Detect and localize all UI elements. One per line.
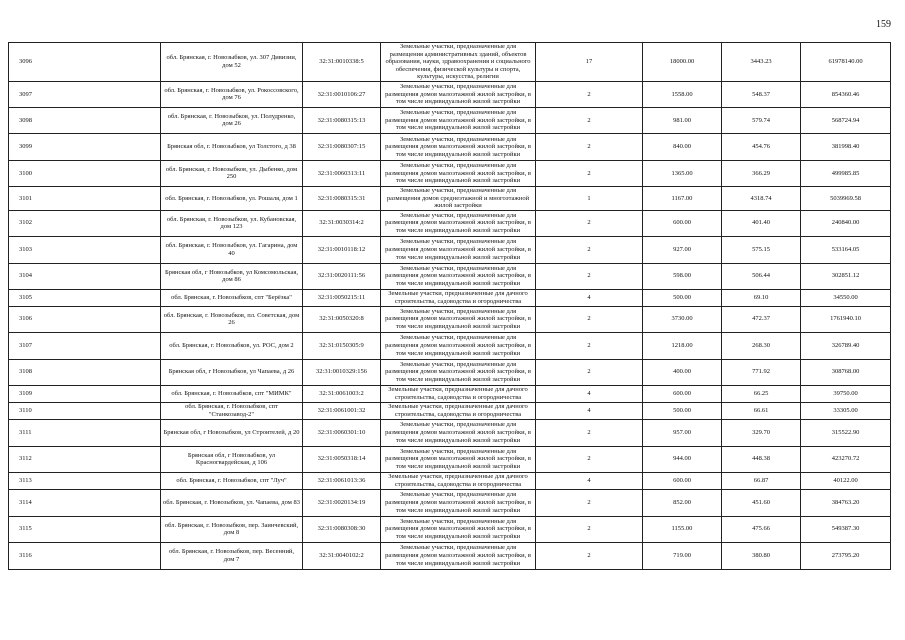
address-cell: обл. Брянская, г. Новозыбков, спт "Станкозавод-2" (161, 402, 303, 419)
group-cell: 2 (536, 107, 643, 133)
cadastral-value-cell: 39750.00 (801, 385, 891, 402)
land-use-cell: Земельные участки, предназначенные для размещения домов малоэтажной жилой застройки, в том числе индивидуальной жилой застройки (381, 419, 536, 446)
row-number: 3099 (9, 133, 161, 160)
row-number: 3104 (9, 263, 161, 289)
table-row (9, 263, 891, 289)
table-row (9, 489, 891, 516)
group-cell: 2 (536, 359, 643, 385)
row-number: 3109 (9, 385, 161, 402)
group-cell: 1 (536, 186, 643, 210)
land-use-cell: Земельные участки, предназначенные для размещения домов малоэтажной жилой застройки, в том числе индивидуальной жилой застройки (381, 516, 536, 542)
group-cell: 2 (536, 446, 643, 472)
address-cell: обл. Брянская, г. Новозыбков, ул. Кубановская, дом 123 (161, 210, 303, 236)
land-use-cell: Земельные участки, предназначенные для размещения домов малоэтажной жилой застройки, в том числе индивидуальной жилой застройки (381, 359, 536, 385)
row-number: 3098 (9, 107, 161, 133)
row-number: 3112 (9, 446, 161, 472)
area-cell: 3730.00 (643, 306, 722, 332)
cadastral-value-cell: 273795.20 (801, 542, 891, 569)
area-cell: 500.00 (643, 402, 722, 419)
cadastral-number-cell: 32:31:0080307:15 (303, 133, 381, 160)
cadastral-value-cell: 384763.20 (801, 489, 891, 516)
address-cell: Брянская обл, г. Новозыбков, ул Толстого, д 38 (161, 133, 303, 160)
cadastral-value-cell: 533164.05 (801, 236, 891, 263)
row-number: 3102 (9, 210, 161, 236)
unit-value-cell: 472.37 (722, 306, 801, 332)
group-cell: 4 (536, 385, 643, 402)
address-cell: обл. Брянская, г. Новозыбков, ул. Рокоссовского, дом 76 (161, 81, 303, 107)
unit-value-cell: 66.87 (722, 472, 801, 489)
address-cell: обл. Брянская, г. Новозыбков, спт "Луч" (161, 472, 303, 489)
table-row (9, 385, 891, 402)
table-row (9, 359, 891, 385)
land-use-cell: Земельные участки, предназначенные для размещения домов малоэтажной жилой застройки, в том числе индивидуальной жилой застройки (381, 542, 536, 569)
land-use-cell: Земельные участки, предназначенные для дачного строительства, садоводства и огородничества (381, 385, 536, 402)
unit-value-cell: 4318.74 (722, 186, 801, 210)
area-cell: 927.00 (643, 236, 722, 263)
row-number: 3108 (9, 359, 161, 385)
table-row (9, 236, 891, 263)
area-cell: 1167.00 (643, 186, 722, 210)
row-number: 3100 (9, 160, 161, 186)
cadastral-number-cell: 32:31:0080315:31 (303, 186, 381, 210)
area-cell: 840.00 (643, 133, 722, 160)
cadastral-number-cell: 32:31:0150305:9 (303, 332, 381, 359)
row-number: 3111 (9, 419, 161, 446)
land-use-cell: Земельные участки, предназначенные для размещения домов малоэтажной жилой застройки, в том числе индивидуальной жилой застройки (381, 446, 536, 472)
land-use-cell: Земельные участки, предназначенные для размещения домов малоэтажной жилой застройки, в том числе индивидуальной жилой застройки (381, 306, 536, 332)
cadastral-number-cell: 32:31:0061003:2 (303, 385, 381, 402)
unit-value-cell: 451.60 (722, 489, 801, 516)
row-number: 3105 (9, 289, 161, 306)
table-row (9, 332, 891, 359)
group-cell: 2 (536, 332, 643, 359)
table-row (9, 81, 891, 107)
cadastral-number-cell: 32:31:0061013:36 (303, 472, 381, 489)
group-cell: 2 (536, 306, 643, 332)
area-cell: 1218.00 (643, 332, 722, 359)
land-use-cell: Земельные участки, предназначенные для дачного строительства, садоводства и огородничества (381, 289, 536, 306)
group-cell: 2 (536, 419, 643, 446)
address-cell: обл. Брянская, г. Новозыбков, пер. Заинчевский, дом 8 (161, 516, 303, 542)
address-cell: обл. Брянская, г. Новозыбков, ул. РОС, дом 2 (161, 332, 303, 359)
land-use-cell: Земельные участки, предназначенные для дачного строительства, садоводства и огородничества (381, 402, 536, 419)
cadastral-value-cell: 34550.00 (801, 289, 891, 306)
unit-value-cell: 548.37 (722, 81, 801, 107)
cadastral-number-cell: 32:31:0050320:8 (303, 306, 381, 332)
address-cell: Брянская обл, г Новозыбков, ул Красногвардейская, д 106 (161, 446, 303, 472)
land-use-cell: Земельные участки, предназначенные для размещения домов малоэтажной жилой застройки, в том числе индивидуальной жилой застройки (381, 489, 536, 516)
area-cell: 944.00 (643, 446, 722, 472)
cadastral-value-cell: 854360.46 (801, 81, 891, 107)
cadastral-value-cell: 568724.94 (801, 107, 891, 133)
unit-value-cell: 3443.23 (722, 43, 801, 82)
unit-value-cell: 579.74 (722, 107, 801, 133)
group-cell: 2 (536, 489, 643, 516)
cadastral-number-cell: 32:31:0040102:2 (303, 542, 381, 569)
unit-value-cell: 69.10 (722, 289, 801, 306)
group-cell: 2 (536, 81, 643, 107)
cadastral-value-cell: 549387.30 (801, 516, 891, 542)
land-use-cell: Земельные участки, предназначенные для размещения домов малоэтажной жилой застройки, в том числе индивидуальной жилой застройки (381, 263, 536, 289)
group-cell: 4 (536, 472, 643, 489)
address-cell: обл. Брянская, г. Новозыбков, ул. 307 Дивизии, дом 52 (161, 43, 303, 82)
row-number: 3115 (9, 516, 161, 542)
table-row (9, 402, 891, 419)
table-row (9, 516, 891, 542)
land-use-cell: Земельные участки, предназначенные для размещения домов малоэтажной жилой застройки, в том числе индивидуальной жилой застройки (381, 133, 536, 160)
address-cell: обл. Брянская, г. Новозыбков, ул. Рошаля, дом 1 (161, 186, 303, 210)
table-row (9, 210, 891, 236)
table-row (9, 160, 891, 186)
area-cell: 1365.00 (643, 160, 722, 186)
table-row (9, 446, 891, 472)
area-cell: 500.00 (643, 289, 722, 306)
unit-value-cell: 329.70 (722, 419, 801, 446)
row-number: 3107 (9, 332, 161, 359)
cadastral-number-cell: 32:31:0030314:2 (303, 210, 381, 236)
unit-value-cell: 506.44 (722, 263, 801, 289)
cadastral-number-cell: 32:31:0050318:14 (303, 446, 381, 472)
cadastral-number-cell: 32:31:0010338:5 (303, 43, 381, 82)
area-cell: 981.00 (643, 107, 722, 133)
address-cell: обл. Брянская, г. Новозыбков, ул. Гагарина, дом 40 (161, 236, 303, 263)
land-use-cell: Земельные участки, предназначенные для дачного строительства, садоводства и огородничества (381, 472, 536, 489)
table-row (9, 306, 891, 332)
table-row (9, 472, 891, 489)
area-cell: 1558.00 (643, 81, 722, 107)
area-cell: 600.00 (643, 472, 722, 489)
land-use-cell: Земельные участки, предназначенные для размещения домов малоэтажной жилой застройки, в том числе индивидуальной жилой застройки (381, 160, 536, 186)
row-number: 3116 (9, 542, 161, 569)
table-row (9, 542, 891, 569)
address-cell: Брянская обл, г Новозыбков, ул Чапаева, д 26 (161, 359, 303, 385)
cadastral-value-table (8, 42, 891, 570)
land-use-cell: Земельные участки, предназначенные для размещения домов малоэтажной жилой застройки, в том числе индивидуальной жилой застройки (381, 107, 536, 133)
address-cell: обл. Брянская, г. Новозыбков, пл. Советская, дом 26 (161, 306, 303, 332)
group-cell: 2 (536, 263, 643, 289)
cadastral-number-cell: 32:31:0060313:11 (303, 160, 381, 186)
table-body (9, 43, 891, 570)
cadastral-value-cell: 302851.12 (801, 263, 891, 289)
cadastral-value-cell: 423270.72 (801, 446, 891, 472)
address-cell: Брянская обл, г Новозыбков, ул Строителей, д 20 (161, 419, 303, 446)
group-cell: 2 (536, 236, 643, 263)
group-cell: 2 (536, 516, 643, 542)
group-cell: 17 (536, 43, 643, 82)
cadastral-value-cell: 61978140.00 (801, 43, 891, 82)
cadastral-value-cell: 326789.40 (801, 332, 891, 359)
unit-value-cell: 66.25 (722, 385, 801, 402)
land-use-cell: Земельные участки, предназначенные для размещения домов малоэтажной жилой застройки, в том числе индивидуальной жилой застройки (381, 81, 536, 107)
unit-value-cell: 475.66 (722, 516, 801, 542)
address-cell: обл. Брянская, г. Новозыбков, ул. Полудренко, дом 26 (161, 107, 303, 133)
area-cell: 598.00 (643, 263, 722, 289)
table-row (9, 289, 891, 306)
cadastral-number-cell: 32:31:0061001:32 (303, 402, 381, 419)
group-cell: 2 (536, 133, 643, 160)
cadastral-value-cell: 33305.00 (801, 402, 891, 419)
cadastral-value-cell: 315522.90 (801, 419, 891, 446)
cadastral-number-cell: 32:31:0020111:56 (303, 263, 381, 289)
land-use-cell: Земельные участки, предназначенные для размещения домов малоэтажной жилой застройки, в том числе индивидуальной жилой застройки (381, 236, 536, 263)
row-number: 3101 (9, 186, 161, 210)
unit-value-cell: 454.76 (722, 133, 801, 160)
row-number: 3114 (9, 489, 161, 516)
row-number: 3110 (9, 402, 161, 419)
address-cell: обл. Брянская, г. Новозыбков, спт "МИМК" (161, 385, 303, 402)
cadastral-number-cell: 32:31:0010329:156 (303, 359, 381, 385)
address-cell: обл. Брянская, г. Новозыбков, ул. Чапаева, дом 83 (161, 489, 303, 516)
address-cell: обл. Брянская, г. Новозыбков, ул. Дыбенко, дом 250 (161, 160, 303, 186)
land-use-cell: Земельные участки, предназначенные для размещения административных зданий, объектов образования, науки, здравоохранения и социального обеспечения, физической культуры и спорта, культуры, искусства, религии (381, 43, 536, 82)
area-cell: 852.00 (643, 489, 722, 516)
row-number: 3096 (9, 43, 161, 82)
cadastral-number-cell: 32:31:0060301:10 (303, 419, 381, 446)
cadastral-value-cell: 5039969.58 (801, 186, 891, 210)
area-cell: 957.00 (643, 419, 722, 446)
page-number: 159 (876, 19, 891, 30)
group-cell: 2 (536, 210, 643, 236)
land-use-cell: Земельные участки, предназначенные для размещения домов малоэтажной жилой застройки, в том числе индивидуальной жилой застройки (381, 332, 536, 359)
area-cell: 600.00 (643, 210, 722, 236)
group-cell: 4 (536, 289, 643, 306)
area-cell: 400.00 (643, 359, 722, 385)
row-number: 3103 (9, 236, 161, 263)
area-cell: 600.00 (643, 385, 722, 402)
unit-value-cell: 268.30 (722, 332, 801, 359)
cadastral-value-cell: 240840.00 (801, 210, 891, 236)
address-cell: обл. Брянская, г. Новозыбков, пер. Весенний, дом 7 (161, 542, 303, 569)
cadastral-number-cell: 32:31:0020134:19 (303, 489, 381, 516)
cadastral-number-cell: 32:31:0010106:27 (303, 81, 381, 107)
address-cell: Брянская обл, г Новозыбков, ул Комсомольская, дом 86 (161, 263, 303, 289)
unit-value-cell: 448.38 (722, 446, 801, 472)
area-cell: 1155.00 (643, 516, 722, 542)
cadastral-value-cell: 381998.40 (801, 133, 891, 160)
area-cell: 18000.00 (643, 43, 722, 82)
group-cell: 2 (536, 160, 643, 186)
cadastral-value-cell: 40122.00 (801, 472, 891, 489)
area-cell: 719.00 (643, 542, 722, 569)
unit-value-cell: 771.92 (722, 359, 801, 385)
table-row (9, 43, 891, 82)
unit-value-cell: 575.15 (722, 236, 801, 263)
unit-value-cell: 401.40 (722, 210, 801, 236)
table-row (9, 186, 891, 210)
cadastral-value-cell: 499985.85 (801, 160, 891, 186)
table-row (9, 133, 891, 160)
group-cell: 4 (536, 402, 643, 419)
row-number: 3113 (9, 472, 161, 489)
cadastral-number-cell: 32:31:0010118:12 (303, 236, 381, 263)
cadastral-value-cell: 1761940.10 (801, 306, 891, 332)
land-use-cell: Земельные участки, предназначенные для размещения домов малоэтажной жилой застройки, в том числе индивидуальной жилой застройки (381, 210, 536, 236)
address-cell: обл. Брянская, г. Новозыбков, спт "Берёзка" (161, 289, 303, 306)
table-row (9, 107, 891, 133)
unit-value-cell: 380.80 (722, 542, 801, 569)
group-cell: 2 (536, 542, 643, 569)
table-row (9, 419, 891, 446)
row-number: 3106 (9, 306, 161, 332)
land-use-cell: Земельные участки, предназначенные для размещения домов среднеэтажной и многоэтажной жилой застройки (381, 186, 536, 210)
cadastral-value-cell: 308768.00 (801, 359, 891, 385)
row-number: 3097 (9, 81, 161, 107)
unit-value-cell: 366.29 (722, 160, 801, 186)
unit-value-cell: 66.61 (722, 402, 801, 419)
cadastral-number-cell: 32:31:0080315:13 (303, 107, 381, 133)
cadastral-number-cell: 32:31:0080308:30 (303, 516, 381, 542)
cadastral-number-cell: 32:31:0050215:11 (303, 289, 381, 306)
